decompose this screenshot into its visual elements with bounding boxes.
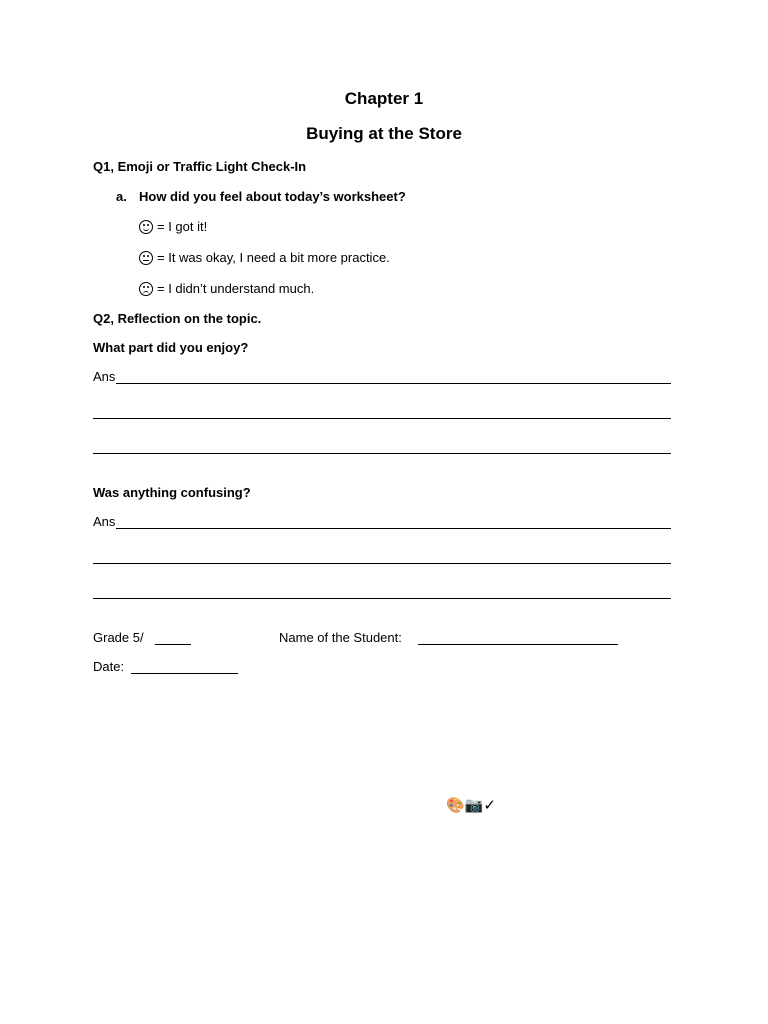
answer-line-confusing-1[interactable] [116, 528, 671, 529]
chapter-heading: Chapter 1 [344, 89, 424, 108]
answer-line-confusing-3[interactable] [93, 598, 671, 599]
sad-face-icon [139, 282, 153, 296]
q1-heading: Q1, Emoji or Traffic Light Check-In [93, 159, 307, 174]
q2-heading: Q2, Reflection on the topic. [93, 311, 262, 326]
decorative-icons: 🎨📷✓ [446, 797, 496, 814]
q1-option-okay: = It was okay, I need a bit more practice. [139, 250, 390, 265]
answer-line-enjoy-3[interactable] [93, 453, 671, 454]
date-field[interactable] [131, 673, 238, 674]
q2-prompt-confusing: Was anything confusing? [93, 485, 251, 500]
neutral-face-icon [139, 251, 153, 265]
answer-line-enjoy-1[interactable] [116, 383, 671, 384]
q1-option-not-understood: = I didn’t understand much. [139, 281, 314, 296]
q1-question: How did you feel about today’s worksheet? [139, 189, 406, 204]
worksheet-title: Buying at the Store [306, 124, 462, 143]
student-name-label: Name of the Student: [279, 630, 402, 645]
q1-option-got-it: = I got it! [139, 219, 207, 234]
answer-label-enjoy: Ans [93, 369, 116, 384]
happy-face-icon [139, 220, 153, 234]
answer-line-confusing-2[interactable] [93, 563, 671, 564]
answer-label-confusing: Ans [93, 514, 116, 529]
grade-label: Grade 5/ [93, 630, 144, 645]
grade-field[interactable] [155, 644, 191, 645]
answer-line-enjoy-2[interactable] [93, 418, 671, 419]
q1-item-marker: a. [116, 189, 127, 204]
student-name-field[interactable] [418, 644, 618, 645]
date-label: Date: [93, 659, 125, 674]
q2-prompt-enjoy: What part did you enjoy? [93, 340, 249, 355]
